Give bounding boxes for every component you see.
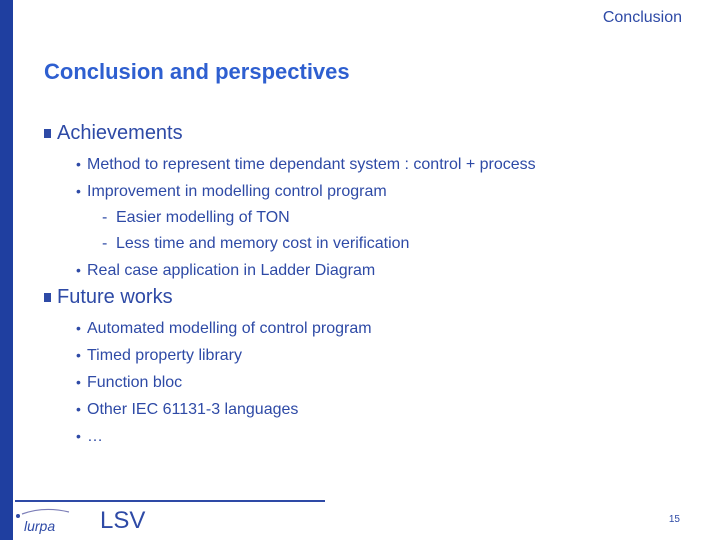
bullet-dot-icon: •	[76, 320, 81, 336]
slide-title: Conclusion and perspectives	[44, 59, 350, 84]
achievements-list	[76, 151, 536, 284]
future-works-list	[76, 315, 372, 450]
list-item: • Function bloc	[76, 369, 372, 396]
achievements-heading	[44, 122, 183, 145]
footer-divider	[15, 500, 325, 502]
svg-text:lurpa: lurpa	[24, 518, 56, 534]
list-item: • Timed property library	[76, 342, 372, 369]
lsv-logo: LSV	[100, 507, 146, 534]
bullet-dot-icon: •	[76, 262, 81, 278]
bullet-dot-icon: •	[76, 156, 81, 172]
list-item: • Method to represent time dependant system : control + process	[76, 151, 536, 178]
list-item: • Real case application in Ladder Diagram	[76, 257, 536, 284]
achievements-heading-label: Achievements	[57, 122, 183, 144]
list-item: • Automated modelling of control program	[76, 315, 372, 342]
bullet-dot-icon: •	[76, 401, 81, 417]
square-bullet-icon	[44, 293, 51, 302]
page-number: 15	[668, 514, 680, 525]
lurpa-logo	[14, 504, 84, 538]
bullet-dot-icon: •	[76, 374, 81, 390]
bullet-dot-icon: •	[76, 347, 81, 363]
bullet-dot-icon: •	[76, 183, 81, 199]
section-label: Conclusion	[602, 9, 682, 26]
list-item: • …	[76, 423, 372, 450]
square-bullet-icon	[44, 129, 51, 138]
list-item: • Other IEC 61131-3 languages	[76, 396, 372, 423]
dash-bullet-icon: -	[102, 209, 108, 226]
future-works-heading-label: Future works	[57, 286, 173, 308]
future-works-heading	[44, 286, 173, 309]
list-item: • Improvement in modelling control program	[76, 178, 536, 205]
sub-list-item: - Less time and memory cost in verification	[76, 231, 536, 257]
bullet-dot-icon: •	[76, 428, 81, 444]
dash-bullet-icon: -	[102, 235, 108, 252]
left-accent-bar	[0, 0, 13, 540]
sub-list-item: - Easier modelling of TON	[76, 205, 536, 231]
